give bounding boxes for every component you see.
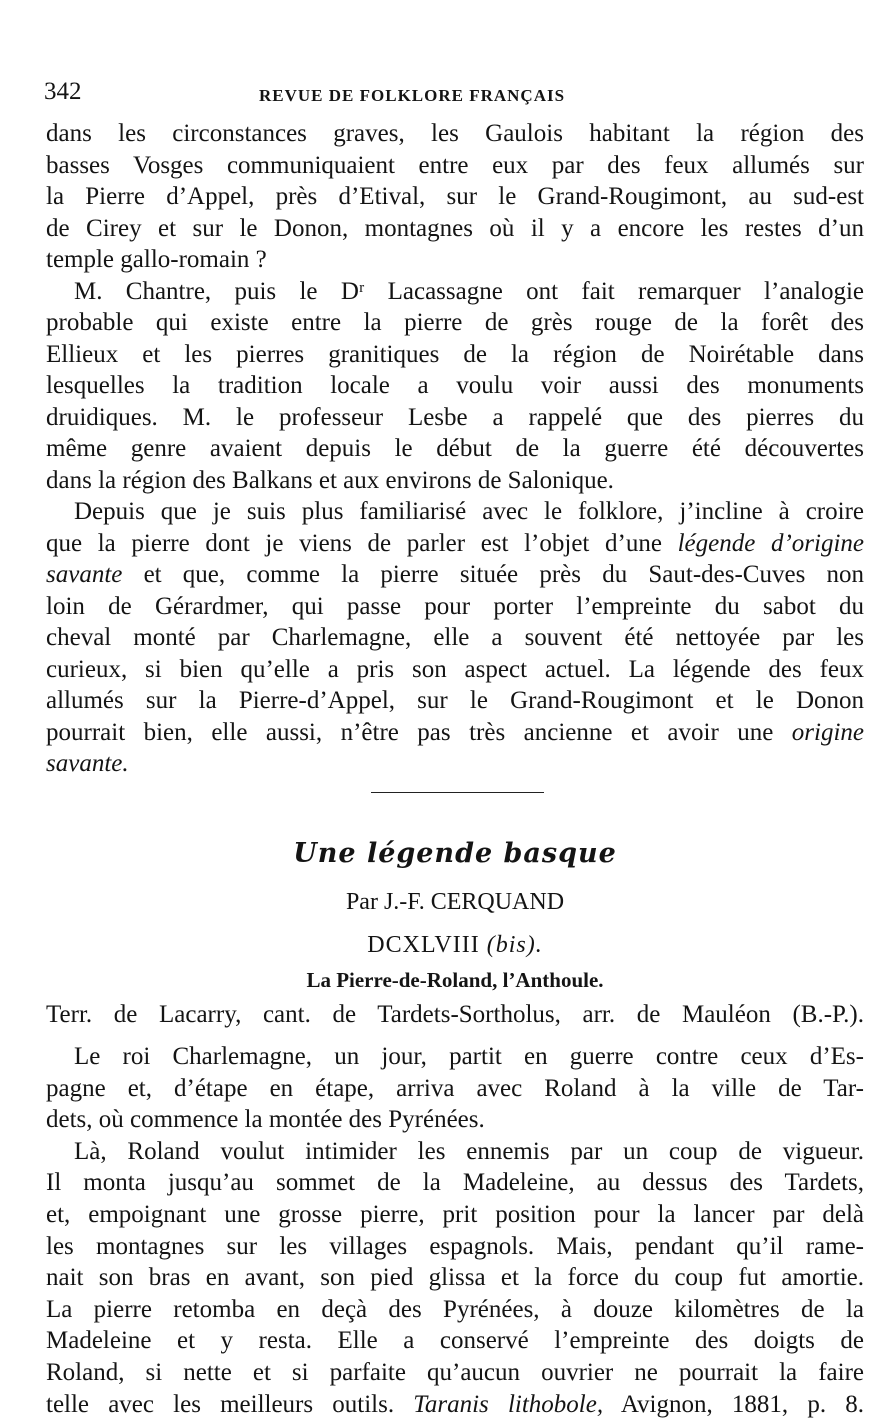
italic-text: savante. bbox=[46, 750, 129, 777]
section-divider bbox=[371, 792, 544, 793]
article-body bbox=[46, 118, 864, 780]
text-line bbox=[46, 748, 864, 780]
text-line: de Cirey et sur le Donon, montagnes où il y a encore les restes d’un bbox=[46, 214, 864, 242]
text-line: Depuis que je suis plus familiarisé avec le folklore, j’incline à croire bbox=[74, 498, 864, 525]
text-line bbox=[46, 528, 864, 560]
italic-text: origine bbox=[791, 718, 864, 746]
italic-text: Taranis lithobole, bbox=[413, 1390, 604, 1418]
author-byline: Par J.-F. CERQUAND bbox=[345, 889, 565, 915]
text-line bbox=[46, 559, 864, 591]
text-line: probable qui existe entre la pierre de grès rouge de la forêt des bbox=[46, 309, 864, 336]
tale-number-suffix: (bis). bbox=[486, 932, 543, 958]
text-line: M. Chantre, puis le Dʳ Lacassagne ont fait remarquer l’analogie bbox=[74, 277, 864, 305]
text-line: et, empoignant une grosse pierre, prit position pour la lancer par delà bbox=[46, 1200, 864, 1228]
text-line: même genre avaient depuis le début de la guerre été découvertes bbox=[46, 435, 864, 462]
text-line: dets, où commence la montée des Pyrénées. bbox=[46, 1106, 485, 1134]
text-line: allumés sur la Pierre-d’Appel, sur le Grand-Rougimont et le Donon bbox=[46, 687, 864, 714]
page-number: 342 bbox=[44, 78, 82, 105]
running-head: REVUE DE FOLKLORE FRANÇAIS bbox=[259, 86, 566, 105]
text-line: pagne et, d’étape en étape, arriva avec Roland à la ville de Tar- bbox=[46, 1074, 864, 1102]
text-run: pourrait bien, elle aussi, n’être pas très ancienne et avoir une bbox=[46, 718, 792, 746]
text-line bbox=[46, 1389, 864, 1421]
page-header bbox=[44, 78, 864, 112]
text-line: cheval monté par Charlemagne, elle a souvent été nettoyée par les bbox=[46, 624, 864, 651]
tale-title: La Pierre-de-Roland, l’Anthoule. bbox=[306, 968, 604, 992]
text-line: dans la région des Balkans et aux environs de Salonique. bbox=[46, 466, 614, 494]
text-line: Roland, si nette et si parfaite qu’aucun ouvrier ne pourrait la faire bbox=[46, 1358, 864, 1386]
text-line: nait son bras en avant, son pied glissa et la force du coup fut amortie. bbox=[46, 1264, 864, 1292]
text-line: lesquelles la tradition locale a voulu voir aussi des monuments bbox=[46, 372, 864, 399]
text-run: et que, comme la pierre située près du Saut-des-Cuves non bbox=[122, 561, 864, 588]
text-line: dans les circonstances graves, les Gaulois habitant la région des bbox=[46, 120, 864, 147]
text-run: telle avec les meilleurs outils. bbox=[46, 1390, 414, 1418]
tale-number bbox=[46, 932, 864, 959]
text-line bbox=[46, 717, 864, 749]
text-run: Avignon, 1881, p. 8. bbox=[603, 1390, 864, 1418]
text-line: druidiques. M. le professeur Lesbe a rappelé que des pierres du bbox=[46, 403, 864, 431]
text-line: Madeleine et y resta. Elle a conservé l’empreinte des doigts de bbox=[46, 1327, 864, 1355]
text-line: basses Vosges communiquaient entre eux par des feux allumés sur bbox=[46, 151, 864, 179]
text-line: Là, Roland voulut intimider les ennemis par un coup de vigueur. bbox=[74, 1137, 864, 1165]
text-run: que la pierre dont je viens de parler est l’objet d’une bbox=[46, 529, 678, 557]
text-line: les montagnes sur les villages espagnols. Mais, pendant qu’il rame- bbox=[46, 1232, 864, 1260]
text-line: Il monta jusqu’au sommet de la Madeleine, au dessus des Tardets, bbox=[46, 1169, 864, 1197]
italic-text: légende d’origine bbox=[677, 529, 864, 557]
text-line: loin de Gérardmer, qui passe pour porter l’empreinte du sabot du bbox=[46, 592, 864, 620]
tale-location: Terr. de Lacarry, cant. de Tardets-Sortholus, arr. de Mauléon (B.-P.). bbox=[46, 1001, 864, 1028]
text-line: La pierre retomba en deçà des Pyrénées, à douze kilomètres de la bbox=[46, 1295, 864, 1323]
italic-text: savante bbox=[46, 561, 123, 588]
text-line: curieux, si bien qu’elle a pris son aspect actuel. La légende des feux bbox=[46, 655, 864, 683]
section-title: Une légende basque bbox=[293, 838, 617, 869]
text-line: Le roi Charlemagne, un jour, partit en guerre contre ceux d’Es- bbox=[74, 1043, 864, 1070]
text-line: temple gallo-romain ? bbox=[46, 246, 267, 273]
text-line: la Pierre d’Appel, près d’Etival, sur le Grand-Rougimont, au sud-est bbox=[46, 183, 864, 210]
story-body bbox=[46, 1041, 864, 1420]
tale-number-roman: DCXLVIII bbox=[367, 932, 480, 958]
text-line: Ellieux et les pierres granitiques de la région de Noirétable dans bbox=[46, 340, 864, 368]
